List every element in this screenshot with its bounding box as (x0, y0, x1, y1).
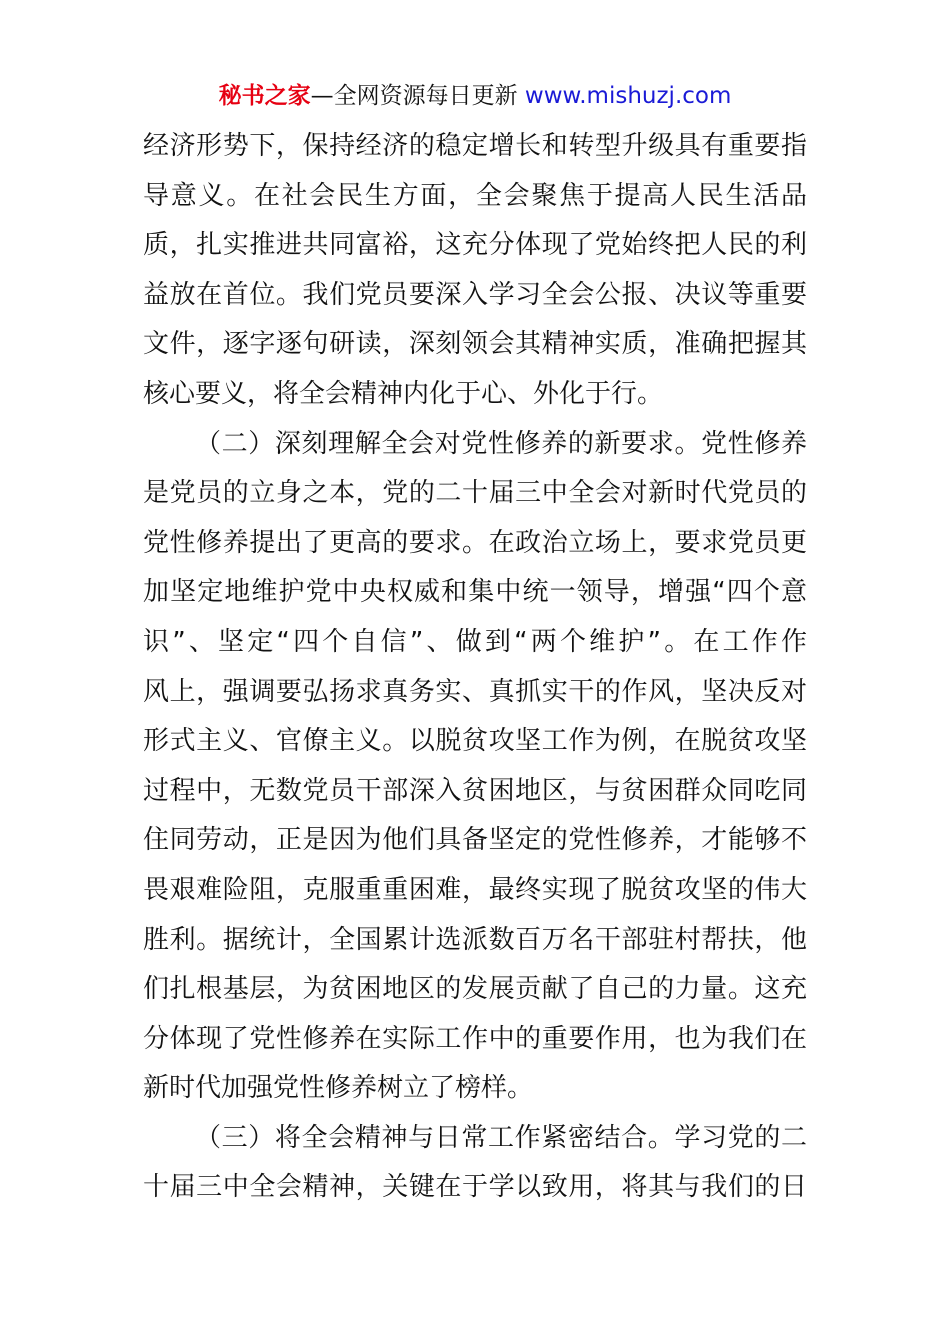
section-heading-line: （二）深刻理解全会对党性修养的新要求。党性修养 (195, 428, 807, 459)
site-brand: 秘书之家 (218, 83, 311, 109)
text-line: 导意义。在社会民生方面，全会聚焦于提高人民生活品 (143, 180, 807, 211)
text-line: 畏艰难险阻，克服重重困难，最终实现了脱贫攻坚的伟大 (143, 874, 807, 905)
text-line: 住同劳动，正是因为他们具备坚定的党性修养，才能够不 (143, 825, 807, 856)
section-heading-line: （三）将全会精神与日常工作紧密结合。学习党的二 (195, 1122, 807, 1153)
text-line: 是党员的立身之本，党的二十届三中全会对新时代党员的 (143, 478, 807, 509)
text-line: 文件，逐字逐句研读，深刻领会其精神实质，准确把握其 (143, 329, 807, 360)
text-line: 质，扎实推进共同富裕，这充分体现了党始终把人民的利 (143, 230, 807, 261)
site-tagline: —全网资源每日更新 (310, 83, 518, 109)
document-body (143, 122, 807, 1213)
text-line: 胜利。据统计，全国累计选派数百万名干部驻村帮扶，他 (143, 924, 807, 955)
text-line: 识”、坚定“四个自信”、做到“两个维护”。在工作作 (143, 626, 807, 657)
text-line: 党性修养提出了更高的要求。在政治立场上，要求党员更 (143, 527, 807, 558)
text-line: 风上，强调要弘扬求真务实、真抓实干的作风，坚决反对 (143, 676, 807, 707)
text-line: 十届三中全会精神，关键在于学以致用，将其与我们的日 (143, 1172, 807, 1203)
page-header (0, 80, 950, 112)
text-line: 核心要义，将全会精神内化于心、外化于行。 (143, 378, 664, 409)
text-line: 加坚定地维护党中央权威和集中统一领导，增强“四个意 (143, 577, 807, 608)
text-line: 分体现了党性修养在实际工作中的重要作用，也为我们在 (143, 1023, 807, 1054)
text-line: 们扎根基层，为贫困地区的发展贡献了自己的力量。这充 (143, 974, 807, 1005)
text-line: 益放在首位。我们党员要深入学习全会公报、决议等重要 (143, 279, 807, 310)
text-line: 新时代加强党性修养树立了榜样。 (143, 1073, 534, 1104)
text-line: 形式主义、官僚主义。以脱贫攻坚工作为例，在脱贫攻坚 (143, 726, 807, 757)
text-line: 过程中，无数党员干部深入贫困地区，与贫困群众同吃同 (143, 775, 807, 806)
site-url-link[interactable]: www.mishuzj.com (524, 83, 732, 109)
text-line: 经济形势下，保持经济的稳定增长和转型升级具有重要指 (143, 131, 807, 161)
